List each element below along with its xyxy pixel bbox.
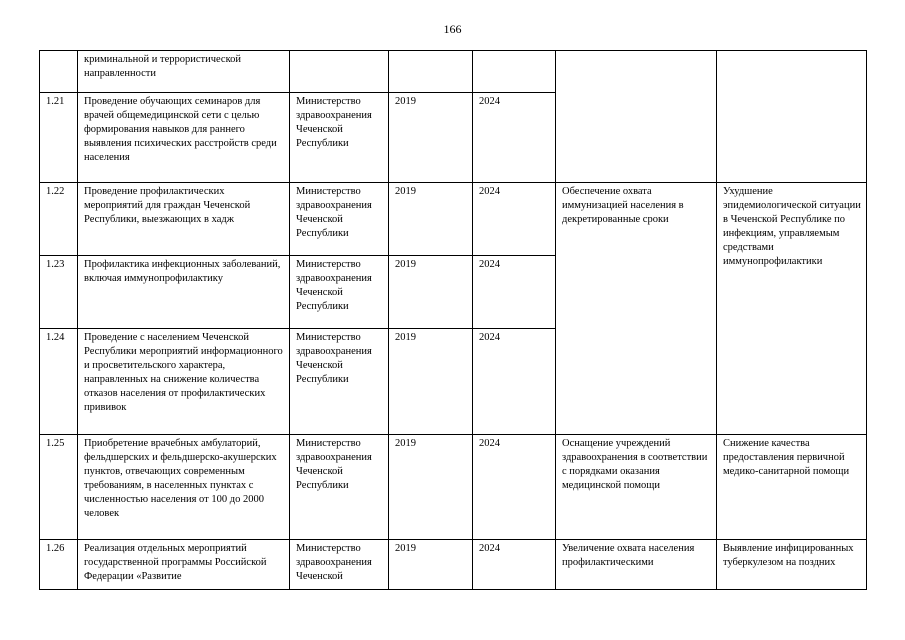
measures-table — [39, 50, 867, 590]
start-year: 2019 — [389, 256, 473, 329]
row-number: 1.23 — [40, 256, 78, 329]
row-number: 1.21 — [40, 93, 78, 183]
measure-name: Проведение профилактических мероприятий для граждан Чеченской Республики, выезжающих в хадж — [78, 183, 290, 256]
start-year — [389, 51, 473, 93]
table-row — [40, 540, 867, 590]
expected-result: Обеспечение охвата иммунизацией населения в декретированные сроки — [556, 183, 717, 435]
table-row — [40, 183, 867, 256]
row-number: 1.26 — [40, 540, 78, 590]
end-year: 2024 — [473, 183, 556, 256]
end-year: 2024 — [473, 540, 556, 590]
start-year: 2019 — [389, 540, 473, 590]
measure-name: Реализация отдельных мероприятий государственной программы Российской Федерации «Развитие — [78, 540, 290, 590]
measure-name: криминальной и террористической направленности — [78, 51, 290, 93]
page-number: 166 — [443, 22, 462, 36]
executor: Министерство здравоохранения Чеченской Республики — [290, 329, 389, 435]
measure-name: Профилактика инфекционных заболеваний, включая иммунопрофилактику — [78, 256, 290, 329]
start-year: 2019 — [389, 93, 473, 183]
executor: Министерство здравоохранения Чеченской Республики — [290, 256, 389, 329]
measure-name: Приобретение врачебных амбулаторий, фельдшерских и фельдшерско-акушерских пунктов, отвечающих современным требованиям, в населенных пунктах с численностью населения от 100 до 2000 человек — [78, 435, 290, 540]
consequence: Снижение качества предоставления первичной медико-санитарной помощи — [717, 435, 867, 540]
measure-name: Проведение с населением Чеченской Республики мероприятий информационного и просветительского характера, направленных на снижение количества отказов населения от профилактических прививок — [78, 329, 290, 435]
end-year: 2024 — [473, 329, 556, 435]
end-year: 2024 — [473, 435, 556, 540]
end-year: 2024 — [473, 93, 556, 183]
expected-result: Увеличение охвата населения профилактическими — [556, 540, 717, 590]
executor: Министерство здравоохранения Чеченской Республики — [290, 435, 389, 540]
table-row — [40, 51, 867, 93]
consequence: Выявление инфицированных туберкулезом на поздних — [717, 540, 867, 590]
measure-name: Проведение обучающих семинаров для врачей общемедицинской сети с целью формирования навыков для раннего выявления психических расстройств среди населения — [78, 93, 290, 183]
row-number: 1.25 — [40, 435, 78, 540]
end-year: 2024 — [473, 256, 556, 329]
expected-result: Оснащение учреждений здравоохранения в соответствии с порядками оказания медицинской помощи — [556, 435, 717, 540]
end-year — [473, 51, 556, 93]
row-number — [40, 51, 78, 93]
table-row — [40, 435, 867, 540]
consequence: Ухудшение эпидемиологической ситуации в Чеченской Республике по инфекциям, управляемым средствами иммунопрофилактики — [717, 183, 867, 435]
row-number: 1.22 — [40, 183, 78, 256]
executor — [290, 51, 389, 93]
expected-result — [556, 51, 717, 183]
consequence — [717, 51, 867, 183]
start-year: 2019 — [389, 435, 473, 540]
executor: Министерство здравоохранения Чеченской — [290, 540, 389, 590]
executor: Министерство здравоохранения Чеченской Республики — [290, 93, 389, 183]
start-year: 2019 — [389, 183, 473, 256]
start-year: 2019 — [389, 329, 473, 435]
row-number: 1.24 — [40, 329, 78, 435]
executor: Министерство здравоохранения Чеченской Республики — [290, 183, 389, 256]
